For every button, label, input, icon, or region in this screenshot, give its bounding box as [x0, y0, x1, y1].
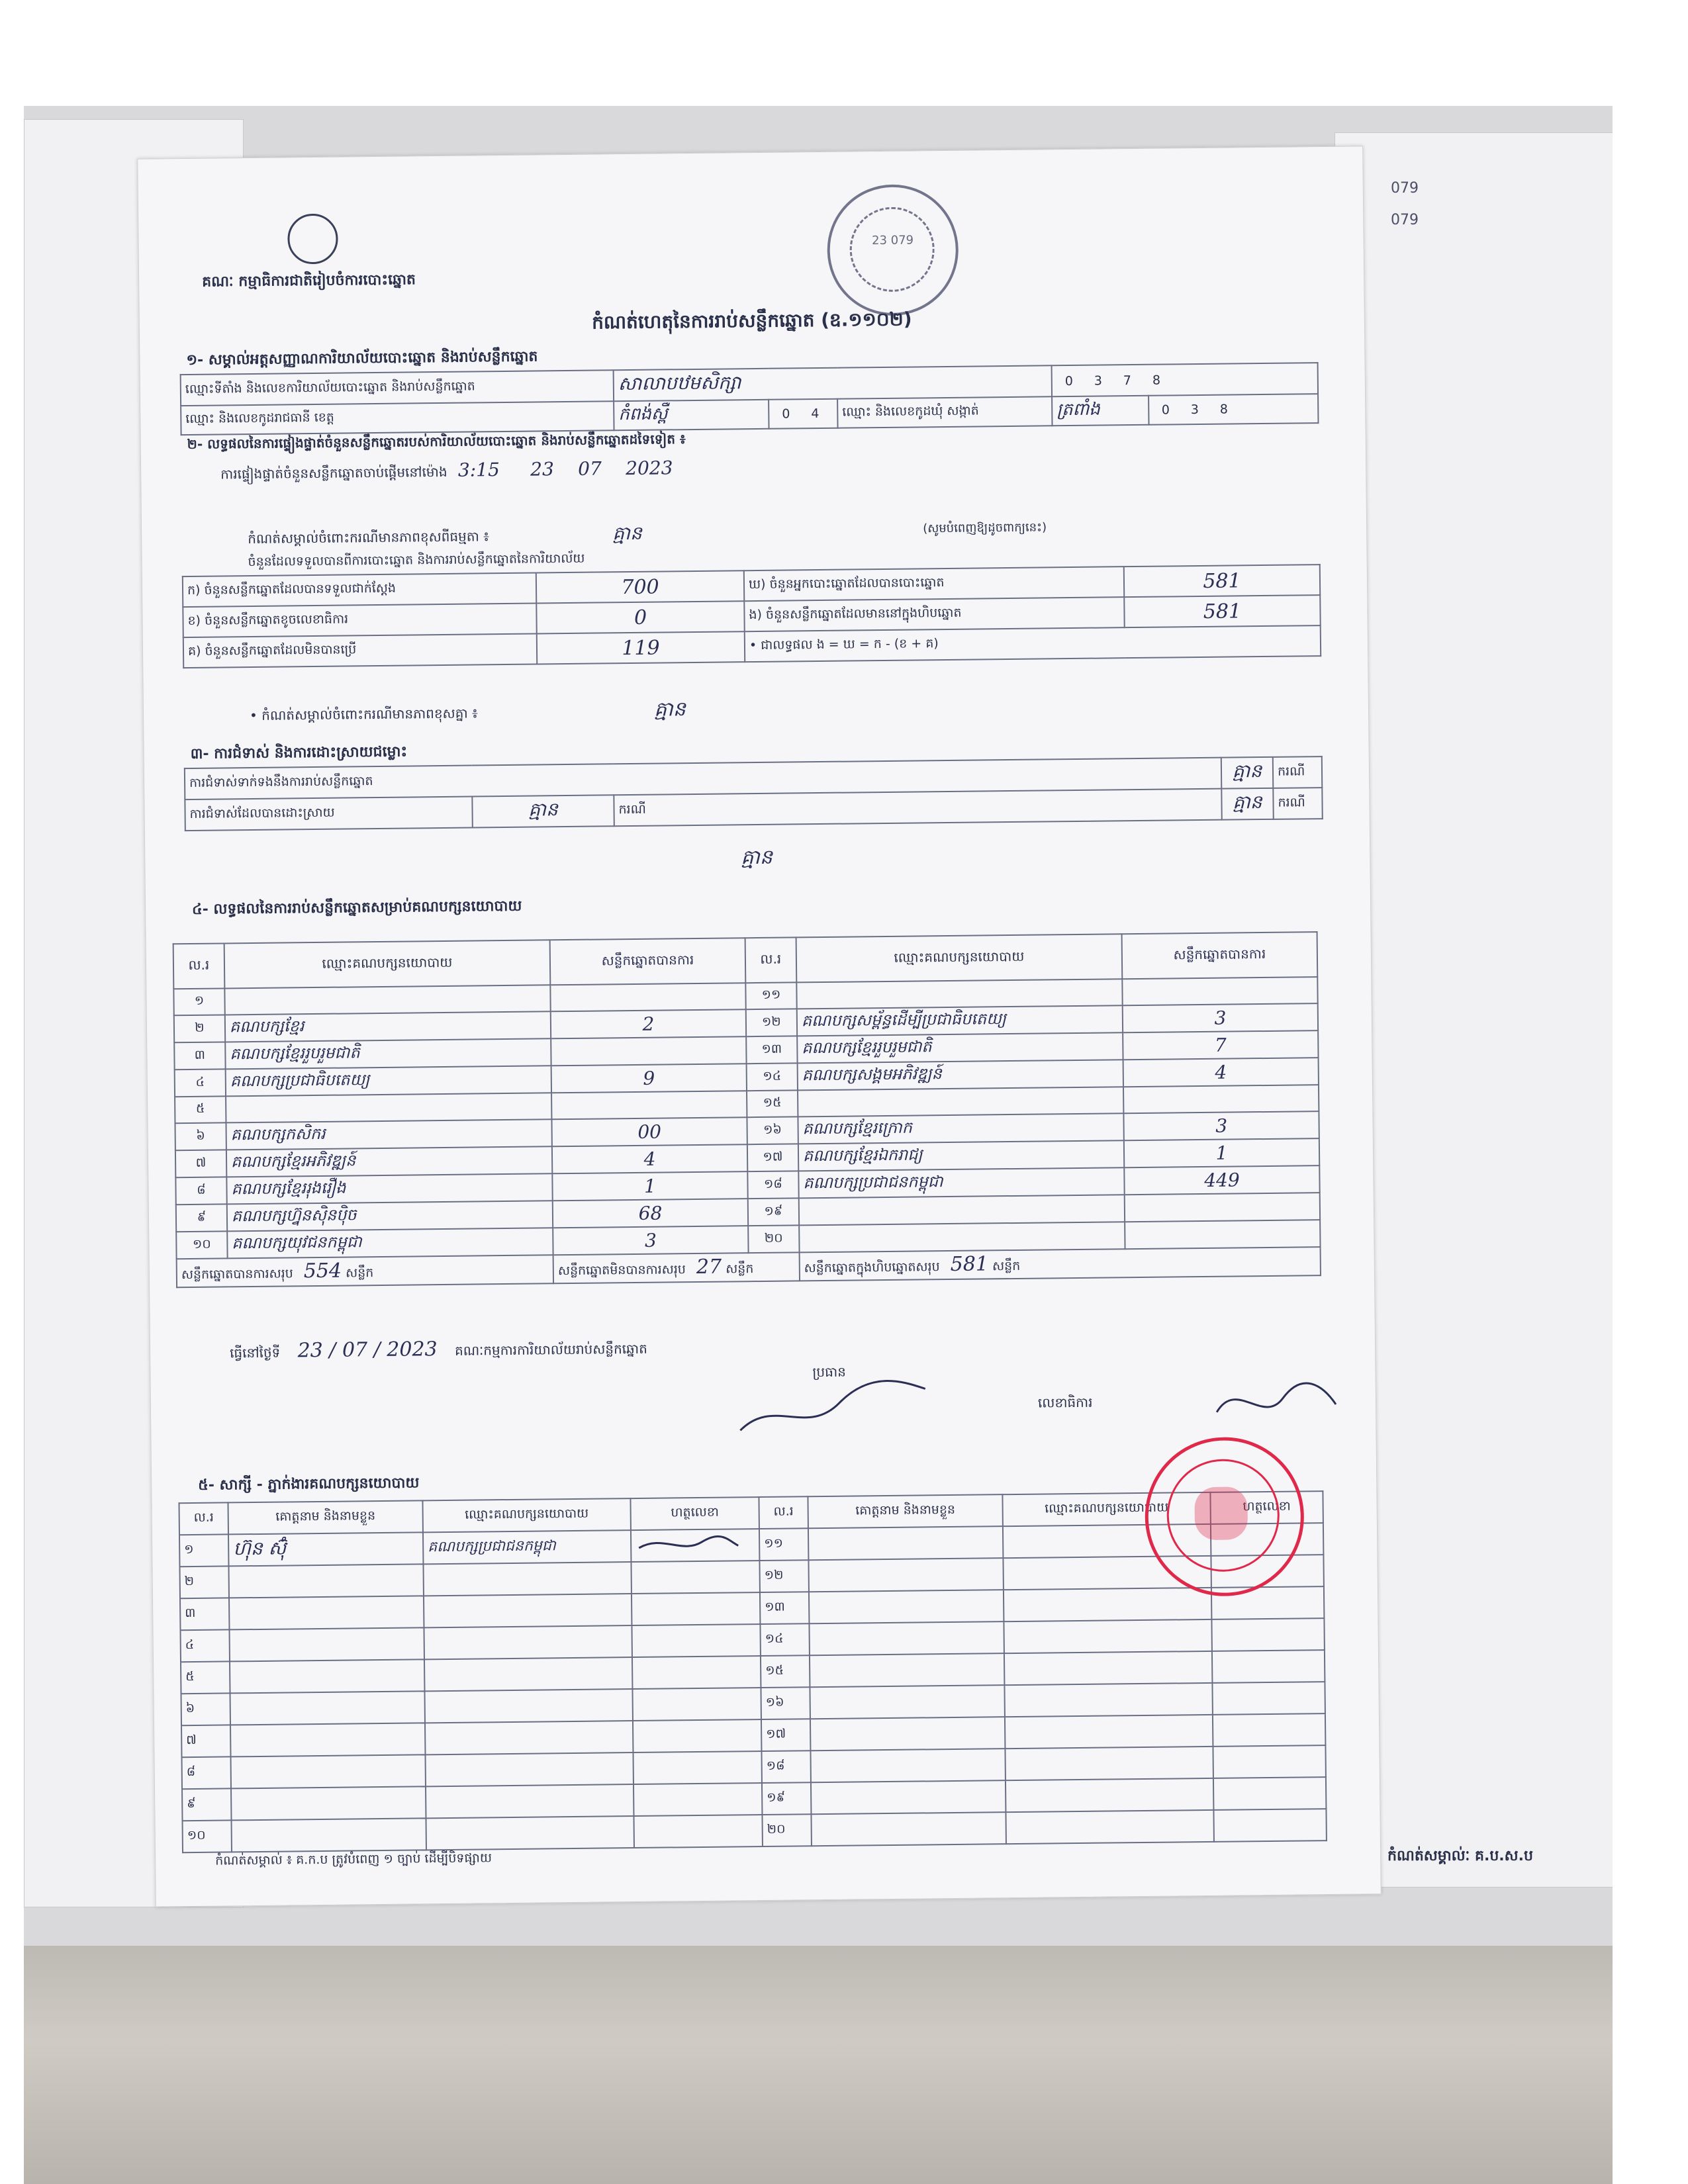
row-no: ៥	[175, 1096, 226, 1123]
party-name: គណបក្សប្រជាជនកម្ពុជា	[803, 1172, 943, 1193]
col-votes-left: សន្លឹកឆ្នោតបានការ	[550, 938, 746, 985]
count-d-value: 581	[1203, 569, 1241, 593]
party-votes: 3	[1123, 1111, 1319, 1140]
row-no: ១១	[745, 982, 796, 1009]
row-no: ៣	[180, 1598, 229, 1630]
party-name: គណបក្សយុវជនកម្ពុជា	[232, 1232, 362, 1253]
party-name: គណបក្សកសិករ	[230, 1124, 326, 1144]
dispute-value-2: គ្មាន	[528, 798, 558, 821]
polling-station-name: សាលាបឋមសិក្សា	[618, 371, 741, 395]
party-votes: 3	[553, 1226, 748, 1255]
row-no: ៦	[175, 1122, 226, 1150]
party-votes	[551, 1091, 747, 1119]
party-votes: 68	[553, 1199, 748, 1228]
invalid-total-label: សន្លឹកឆ្នោតមិនបានការសរុប	[557, 1262, 686, 1279]
row-no: ៣	[174, 1042, 225, 1069]
party-votes: 9	[551, 1064, 747, 1093]
col-party-right: ឈ្មោះគណបក្សនយោបាយ	[1002, 1492, 1210, 1526]
section4-heading: ៤- លទ្ធផលនៃការរាប់សន្លឹកឆ្នោតសម្រាប់គណបក្សនយោបាយ	[191, 897, 522, 918]
invalid-total-unit: សន្លឹក	[726, 1261, 754, 1277]
row-no: ៦	[181, 1693, 230, 1725]
col-no-right: ល.រ	[745, 937, 797, 983]
party-votes: 7	[1123, 1030, 1318, 1060]
chair-label: ប្រធាន	[812, 1363, 846, 1381]
row-no: ៤	[181, 1629, 230, 1662]
province-code-digit: 4	[811, 406, 820, 422]
party-votes	[550, 983, 745, 1011]
row-no: ១៥	[747, 1090, 798, 1117]
floor-surface	[24, 1946, 1613, 2184]
col-party-left: ឈ្មោះគណបក្សនយោបាយ	[422, 1498, 630, 1532]
witness-signature-icon	[635, 1533, 741, 1555]
party-name: គណបក្សខ្មែររុងរឿង	[231, 1178, 346, 1199]
form-title: កំណត់ហេតុនៃការរាប់សន្លឹកឆ្នោត (ឧ.១១០២)	[591, 308, 912, 334]
party-votes	[1125, 1220, 1320, 1249]
col-no-right: ល.រ	[759, 1496, 808, 1529]
row-no: ៧	[181, 1725, 230, 1757]
station-code-digit: 8	[1152, 373, 1161, 388]
party-votes	[1125, 1193, 1320, 1222]
dispute-label-1: ការជំទាស់ទាក់ទងនឹងការរាប់សន្លឹកឆ្នោត	[185, 758, 1221, 799]
witness-party: គណបក្សប្រជាជនកម្ពុជា	[428, 1537, 556, 1556]
row-no: ១២	[759, 1560, 808, 1592]
count-c-label: គ) ចំនួនសន្លឹកឆ្នោតដែលមិនបានប្រើ	[183, 633, 537, 668]
party-name: គណបក្សប្រជាធិបតេយ្យ	[230, 1070, 370, 1091]
party-name: គណបក្សខ្មែរឯករាជ្យ	[802, 1145, 923, 1165]
counting-report-form	[137, 146, 1382, 1907]
col-no-left: ល.រ	[179, 1502, 228, 1535]
row-no: ១៧	[761, 1719, 810, 1751]
remark-line	[248, 522, 642, 553]
date-year: 2023	[625, 457, 673, 480]
party-votes: 4	[1123, 1058, 1319, 1087]
dispute-unit-3: ករណី	[1273, 788, 1322, 819]
count-c-value: 119	[622, 636, 660, 660]
row-no: ២០	[762, 1814, 811, 1846]
discrepancy-line	[250, 696, 686, 730]
row-no: ១៨	[761, 1751, 810, 1783]
dispute-value-1: គ្មាន	[1232, 760, 1262, 782]
row-no: ១៣	[746, 1036, 797, 1064]
station-code-digit: 0	[1064, 373, 1073, 388]
signoff-date-value: 23 / 07 / 2023	[297, 1338, 438, 1363]
commune-code-digit: 8	[1219, 402, 1229, 417]
grand-total-value: 581	[950, 1252, 989, 1276]
party-name: គណបក្សខ្មែរ	[229, 1017, 305, 1036]
official-red-seal	[1145, 1436, 1305, 1597]
commune-name: ត្រពាំង	[1056, 399, 1100, 420]
party-votes: 1	[552, 1171, 747, 1201]
ballot-counts-table	[182, 564, 1321, 668]
count-d-label: ឃ) ចំនួនអ្នកបោះឆ្នោតដែលបានបោះឆ្នោត	[744, 567, 1124, 601]
station-code-digit: 3	[1094, 373, 1103, 388]
party-name: គណបក្សខ្មែរអភិវឌ្ឍន៍	[230, 1151, 356, 1171]
province-name: កំពង់ស្ពឺ	[618, 404, 668, 425]
dispute-label-2: ការជំទាស់ដែលបានដោះស្រាយ	[185, 797, 472, 831]
party-votes: 4	[552, 1144, 747, 1173]
row-no: ១៩	[748, 1198, 799, 1226]
secretary-signature-icon	[1210, 1371, 1343, 1432]
valid-total-value: 554	[303, 1259, 342, 1283]
start-time-label: ការផ្ទៀងផ្ទាត់ចំនួនសន្លឹកឆ្នោតចាប់ផ្តើមនៅម៉ោង	[220, 463, 447, 482]
row-no: ៩	[176, 1204, 227, 1232]
discrepancy-label: • កំណត់សម្គាល់ចំពោះករណីមានភាពខុសគ្នា ៖	[249, 705, 478, 724]
disputes-table	[184, 756, 1323, 831]
emblem-icon	[287, 214, 338, 265]
count-b-value: 0	[633, 606, 647, 629]
row-no: ១៨	[747, 1171, 798, 1199]
valid-total-unit: សន្លឹក	[345, 1265, 374, 1281]
count-b-label: ខ) ចំនួនសន្លឹកឆ្នោតខូចលេខាធិការ	[183, 603, 536, 637]
col-no-left: ល.រ	[173, 943, 225, 989]
fill-instruction: (សូមបំពេញឱ្យដូចពាក្យនេះ)	[923, 520, 1047, 536]
count-e-value: 581	[1203, 599, 1242, 623]
province-label: ឈ្មោះ និងលេខកូដរាជធានី ខេត្ត	[181, 401, 614, 435]
commune-code-digit: 0	[1161, 402, 1170, 418]
secretary-label: លេខាធិការ	[1037, 1394, 1093, 1411]
party-votes	[1123, 1085, 1319, 1113]
row-no: ២០	[748, 1225, 799, 1253]
date-day: 23	[530, 458, 554, 480]
row-no: ៨	[175, 1177, 226, 1205]
start-time-line	[220, 457, 673, 485]
party-name: គណបក្សខ្មែររួបរួមជាតិ	[802, 1037, 932, 1058]
party-votes: 2	[551, 1009, 746, 1038]
remark-label: កំណត់សម្គាល់ចំពោះករណីមានភាពខុសពីធម្មតា ៖	[248, 528, 490, 547]
party-name: គណបក្សសង្គមអភិវឌ្ឍន៍	[802, 1064, 942, 1085]
row-no: ១០	[176, 1231, 227, 1259]
row-no: ៥	[181, 1661, 230, 1694]
counts-intro: ចំនួនដែលទទួលបានពីការបោះឆ្នោត និងការរាប់សន្លឹកឆ្នោតនៃការិយាល័យ	[248, 551, 585, 570]
side-number-2: 079	[1391, 212, 1419, 228]
signoff-committee: គណៈកម្មការការិយាល័យរាប់សន្លឹកឆ្នោត	[454, 1340, 647, 1359]
row-no: ១៧	[747, 1144, 798, 1171]
stamp-number: 23 079	[871, 233, 914, 248]
section2-heading: ២- លទ្ធផលនៃការផ្ទៀងផ្ទាត់ចំនួនសន្លឹកឆ្នោតរបស់ការិយាល័យបោះឆ្នោត និងរាប់សន្លឹកឆ្នោតដទៃទៀត ៖	[187, 431, 686, 453]
section5-heading: ៥- សាក្សី - ភ្នាក់ងារគណបក្សនយោបាយ	[198, 1475, 420, 1494]
province-code-digit: 0	[782, 406, 790, 422]
party-votes	[551, 1036, 746, 1066]
row-no: ២	[179, 1566, 228, 1598]
signoff-date-label: ធ្វើនៅថ្ងៃទី	[229, 1344, 281, 1361]
grand-total-unit: សន្លឹក	[992, 1258, 1021, 1274]
party-name: គណបក្សខ្មែរក្រោក	[802, 1118, 913, 1138]
party-votes-table	[173, 931, 1321, 1288]
count-a-value: 700	[621, 575, 659, 599]
col-party-right: ឈ្មោះគណបក្សនយោបាយ	[796, 934, 1122, 982]
party-votes: 449	[1124, 1165, 1319, 1195]
col-name-right: គោត្តនាម និងនាមខ្លួន	[808, 1494, 1002, 1528]
party-votes: 00	[552, 1117, 747, 1146]
party-votes	[1122, 977, 1317, 1005]
identity-label-1: ឈ្មោះទីតាំង និងលេខការិយាល័យបោះឆ្នោត និងរាប់សន្លឹកឆ្នោត	[181, 370, 614, 406]
col-sign-right: ហត្ថលេខា	[1210, 1491, 1323, 1524]
grand-total-label: សន្លឹកឆ្នោតក្នុងហិបឆ្នោតសរុប	[804, 1259, 940, 1276]
row-no: ១	[179, 1534, 228, 1567]
dispute-unit-1: ករណី	[1273, 756, 1322, 788]
official-stamp-top	[827, 184, 959, 316]
right-reference: កំណត់សម្គាល់ៈ គ.ប.ស.ប	[1387, 1848, 1533, 1864]
photo-backdrop	[24, 106, 1613, 2184]
row-no: ១២	[746, 1009, 797, 1036]
side-number-1: 079	[1391, 180, 1419, 197]
row-no: ៧	[175, 1150, 226, 1177]
count-e-label: ង) ចំនួនសន្លឹកឆ្នោតដែលមាននៅក្នុងហិបឆ្នោត	[744, 597, 1124, 631]
date-month: 07	[577, 457, 602, 480]
dispute-value-3: គ្មាន	[1233, 791, 1262, 813]
start-time-value: 3:15	[457, 459, 500, 481]
party-name: គណបក្សហ្វ៊ុនស៊ិនប៉ិច	[231, 1205, 357, 1226]
row-no: ១៦	[761, 1687, 810, 1719]
row-no: ១៩	[762, 1782, 811, 1815]
identity-table	[180, 362, 1319, 435]
row-no: ៤	[175, 1069, 226, 1097]
row-no: ៨	[182, 1756, 231, 1789]
row-no: ៩	[182, 1788, 231, 1821]
col-votes-right: សន្លឹកឆ្នោតបានការ	[1122, 932, 1318, 979]
party-name: គណបក្សសម្ព័ន្ធដើម្បីប្រជាធិបតេយ្យ	[801, 1009, 1007, 1030]
commune-label: ឈ្មោះ និងលេខកូដឃុំ សង្កាត់	[837, 396, 1052, 428]
signoff-date-line	[230, 1336, 647, 1365]
row-no: ១៥	[761, 1655, 810, 1688]
station-code-digit: 7	[1123, 373, 1132, 388]
row-no: ១៤	[760, 1623, 809, 1656]
row-no: ២	[174, 1015, 225, 1042]
footer-note: កំណត់សម្គាល់ ៖ គ.ក.ប ត្រូវបំពេញ ១ ច្បាប់ ដើម្បីបិទផ្សាយ	[215, 1850, 492, 1868]
dispute-unit-2: ករណី	[614, 789, 1221, 827]
invalid-total-value: 27	[696, 1255, 722, 1279]
row-no: ១៦	[747, 1116, 798, 1144]
witness-name: ហ៊ុន ស៊ុំ	[233, 1537, 287, 1559]
row-no: ១១	[759, 1528, 808, 1561]
chair-signature-icon	[733, 1369, 932, 1443]
organization-name: គណៈ កម្មាធិការជាតិរៀបចំការបោះឆ្នោត	[202, 271, 416, 291]
row-no: ១	[173, 988, 224, 1015]
count-a-label: ក) ចំនួនសន្លឹកឆ្នោតដែលបានទទួលជាក់ស្តែង	[183, 572, 536, 607]
discrepancy-value: គ្មាន	[653, 698, 686, 721]
valid-total-label: សន្លឹកឆ្នោតបានការសរុប	[181, 1266, 293, 1283]
row-no: ១៤	[747, 1063, 798, 1091]
remark-value: គ្មាន	[612, 522, 642, 545]
dispute-remark-value: គ្មាន	[741, 845, 773, 870]
party-votes: 1	[1124, 1138, 1319, 1167]
col-name-left: គោត្តនាម និងនាមខ្លួន	[228, 1500, 422, 1534]
party-name: គណបក្សខ្មែររួបរួមជាតិ	[230, 1043, 360, 1064]
commune-code-digit: 3	[1190, 402, 1199, 418]
section3-heading: ៣- ការជំទាស់ និងការដោះស្រាយជម្លោះ	[190, 743, 408, 762]
row-no: ១៣	[760, 1592, 809, 1624]
col-sign-left: ហត្ថលេខា	[630, 1497, 759, 1530]
row-no: ១០	[183, 1820, 232, 1852]
section1-heading: ១- សម្គាល់អត្តសញ្ញាណការិយាល័យបោះឆ្នោត និងរាប់សន្លឹកឆ្នោត	[186, 348, 538, 369]
formula: • ជាលទ្ធផល ង = ឃ = ក - (ខ + គ)	[745, 625, 1321, 662]
col-party-left: ឈ្មោះគណបក្សនយោបាយ	[224, 940, 550, 988]
party-votes: 3	[1123, 1003, 1318, 1032]
